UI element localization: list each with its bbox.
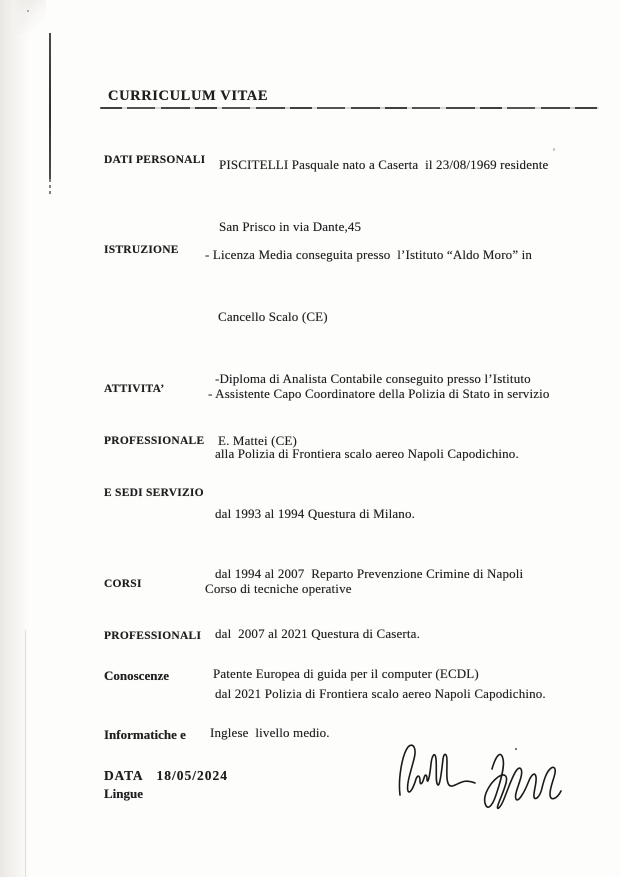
label-line: DATI PERSONALI	[104, 154, 206, 166]
label-line: ATTIVITA’	[104, 383, 165, 395]
content-line: - Assistente Capo Coordinatore della Polizia di Stato in servizio	[208, 386, 550, 401]
label-line: Lingue	[104, 786, 144, 801]
handwritten-signature-icon	[392, 733, 572, 818]
label-line: ISTRUZIONE	[104, 244, 179, 256]
heading-underline	[100, 107, 599, 109]
content-line: dal 2007 al 2021 Questura di Caserta.	[215, 626, 420, 641]
scan-speck	[553, 148, 555, 151]
content-line: Cancello Scalo (CE)	[218, 309, 328, 324]
content-line: E. Mattei (CE)	[218, 433, 297, 448]
label-line: PROFESSIONALE	[104, 435, 205, 447]
scan-vertical-line-fade	[49, 179, 51, 196]
label-line: PROFESSIONALI	[104, 630, 202, 642]
label-line: Conoscenze	[104, 668, 169, 683]
content-line: Patente Europea di guida per il computer (ECDL)	[213, 666, 479, 681]
content-line: Corso di tecniche operative	[205, 581, 352, 596]
label-line: CORSI	[104, 578, 142, 590]
content-line: dal 1994 al 2007 Reparto Prevenzione Crimine di Napoli	[215, 566, 524, 581]
content-line: PISCITELLI Pasquale nato a Caserta il 23/08/1969 residente	[219, 157, 549, 172]
date-label: DATA	[104, 768, 144, 783]
content-line: dal 1993 al 1994 Questura di Milano.	[215, 506, 416, 521]
section-label-istruzione	[104, 211, 179, 289]
content-line: dal 2021 Polizia di Frontiera scalo aereo Napoli Capodichino.	[215, 686, 546, 701]
label-line: E SEDI SERVIZIO	[104, 487, 204, 499]
content-line: Inglese livello medio.	[210, 725, 330, 740]
date-value: 18/05/2024	[156, 768, 228, 783]
page-title: CURRICULUM VITAE	[108, 88, 269, 104]
section-label-attivita-professionale	[104, 351, 204, 531]
content-line: -Diploma di Analista Contabile conseguito presso l’Istituto	[215, 371, 531, 386]
section-label-dati-personali	[104, 121, 205, 199]
label-line: Informatiche e	[104, 727, 186, 742]
date-line	[104, 768, 228, 784]
content-line: San Prisco in via Dante,45	[219, 219, 362, 234]
scan-vertical-line	[49, 33, 51, 179]
scan-speck	[27, 10, 29, 12]
section-label-conoscenze	[104, 630, 186, 839]
section-content-corsi-professionali	[205, 543, 352, 635]
content-line: - Licenza Media conseguita presso l’Istituto “Aldo Moro” in	[205, 247, 533, 262]
paper-edge-line	[25, 630, 26, 877]
content-line: alla Polizia di Frontiera scalo aereo Napoli Capodichino.	[215, 446, 519, 461]
